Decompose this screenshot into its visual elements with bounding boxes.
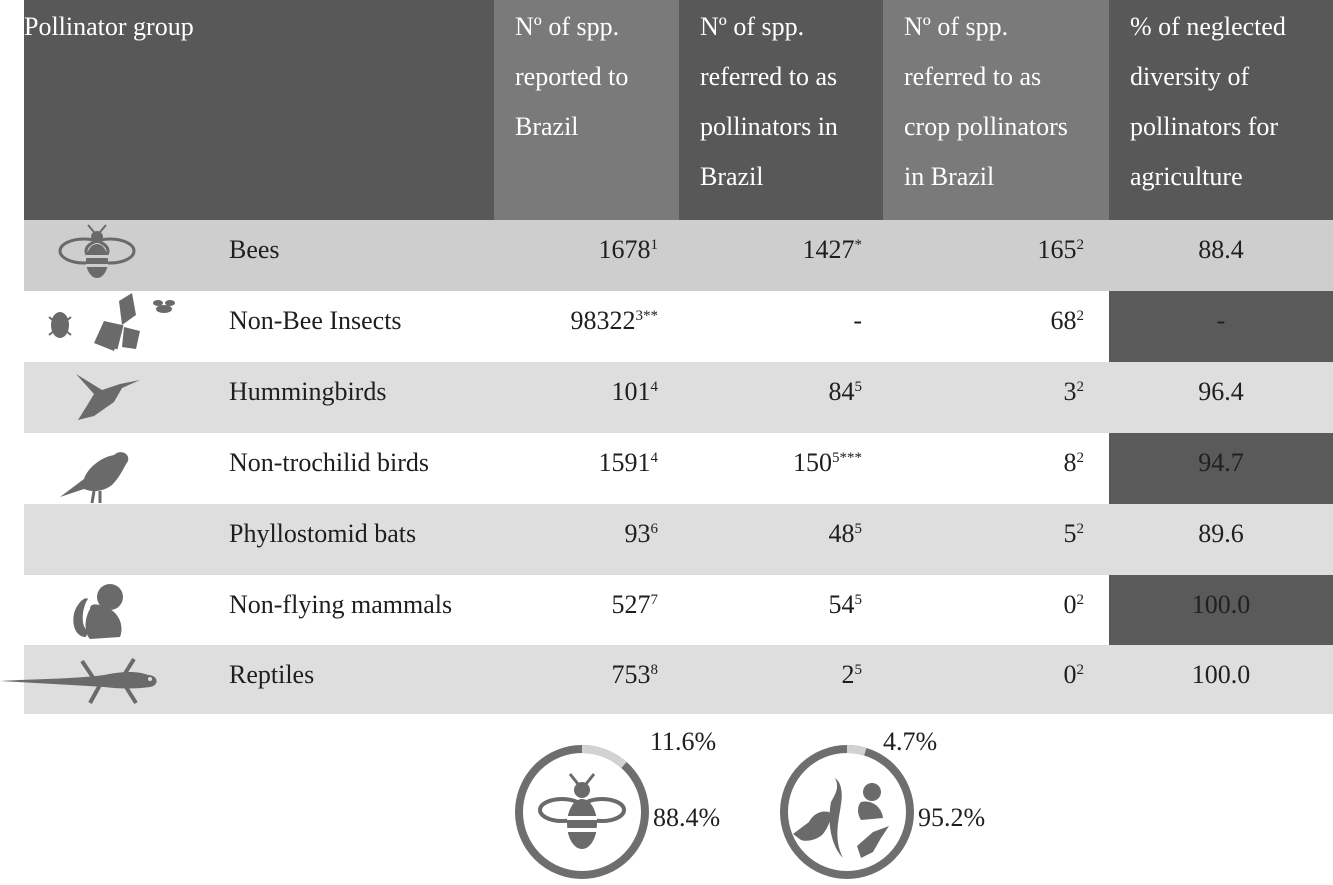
bee-icon: [540, 774, 624, 849]
table-row-hummingbirds: [24, 362, 1333, 433]
table-row-phyllostomid-bats: [24, 504, 1333, 575]
species-pollinators-value: 1427*: [802, 235, 862, 264]
neglected-percent-value: 94.7: [1198, 448, 1244, 477]
donut-main-arc: [784, 749, 910, 875]
donut-bees-small-label: 11.6%: [650, 727, 717, 756]
bee-icon: [24, 220, 214, 291]
insects-icon: [24, 291, 214, 362]
species-reported-value: $527^7$: [611, 590, 658, 619]
row-name: Non-trochilid birds: [229, 448, 430, 477]
donut-vertebrates-small-label: 4.7%: [883, 727, 938, 756]
neglected-percent-value: 89.6: [1198, 519, 1244, 548]
header-pollinator-group: [24, 0, 494, 220]
species-pollinators-value: $48^5$: [828, 519, 862, 548]
table-row-non-bee-insects: [24, 291, 1333, 362]
monkey-icon: [24, 575, 214, 646]
species-reported-value: 1678$^1$: [598, 235, 658, 264]
header-species-pollinators: [679, 0, 883, 220]
lizard-icon: [24, 645, 214, 716]
species-pollinators-value: $84^5$: [828, 377, 862, 406]
header-species-pollinators-label: Nº of spp. referred to as pollinators in Brazil: [700, 12, 838, 191]
table-row-non-trochilid-birds: [24, 433, 1333, 504]
header-species-reported-label: Nº of spp. reported to Brazil: [515, 12, 629, 141]
donut-small-arc: [847, 749, 865, 752]
crop-pollinators-value: $5^2$: [1063, 519, 1084, 548]
species-reported-value: $101^4$: [611, 377, 658, 406]
neglected-percent-value: 96.4: [1198, 377, 1244, 406]
crop-pollinators-value: $3^2$: [1063, 377, 1084, 406]
crop-pollinators-value: $8^2$: [1063, 448, 1084, 477]
neglected-percent-value: 100.0: [1191, 590, 1251, 619]
donut-vertebrates-large-label: 95.2%: [918, 803, 986, 832]
header-neglected-diversity-label: % of neglected diversity of pollinators for agriculture: [1130, 12, 1286, 191]
table-row-bees: [24, 220, 1333, 291]
header-crop-pollinators-label: Nº of spp. referred to as crop pollinators in Brazil: [904, 12, 1068, 191]
species-pollinators-value: $2^5$: [841, 660, 862, 689]
bird-icon: [24, 433, 214, 504]
donut-chart-vertebrates: [777, 742, 917, 882]
species-pollinators-value: $150^{5***}$: [793, 448, 862, 477]
neglected-percent-value: 100.0: [1191, 660, 1251, 689]
table-row-non-flying-mammals: [24, 575, 1333, 646]
crop-pollinators-value: $0^2$: [1063, 660, 1084, 689]
header-species-reported: [494, 0, 679, 220]
row-name: Phyllostomid bats: [229, 519, 417, 548]
species-reported-value: $753^8$: [611, 660, 658, 689]
species-reported-value: $93^6$: [624, 519, 658, 548]
hummingbird-icon: [24, 362, 214, 433]
donut-bees-large-label: 88.4%: [653, 803, 721, 832]
header-crop-pollinators: [883, 0, 1109, 220]
species-reported-value: 1591$^4$: [598, 448, 658, 477]
species-pollinators-value: -: [853, 306, 862, 335]
species-reported-value: $98322^{3**}$: [570, 306, 658, 335]
row-name: Bees: [229, 235, 280, 264]
crop-pollinators-value: $165^2$: [1037, 235, 1084, 264]
row-name: Hummingbirds: [229, 377, 387, 406]
species-pollinators-value: $54^5$: [828, 590, 862, 619]
neglected-percent-value: -: [1216, 306, 1226, 335]
row-name: Reptiles: [229, 660, 315, 689]
table-row-reptiles: [24, 645, 1333, 714]
donut-small-arc: [582, 749, 624, 765]
neglected-percent-value: 88.4: [1198, 235, 1244, 264]
crop-pollinators-value: $0^2$: [1063, 590, 1084, 619]
row-name: Non-flying mammals: [229, 590, 453, 619]
vertebrates-icon: [793, 778, 889, 858]
donut-chart-bees: [512, 742, 652, 882]
crop-pollinators-value: $68^2$: [1050, 306, 1084, 335]
header-neglected-diversity: [1109, 0, 1333, 220]
header-pollinator-group-label: Pollinator group: [24, 12, 194, 41]
row-name: Non-Bee Insects: [229, 306, 402, 335]
